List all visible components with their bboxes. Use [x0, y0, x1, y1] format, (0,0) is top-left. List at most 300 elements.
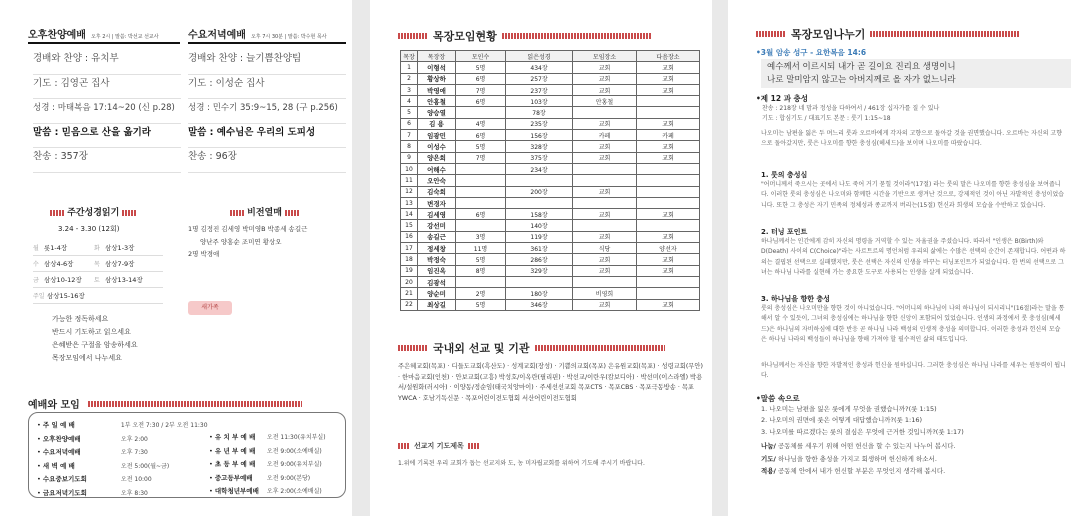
prayer-body: 1.위에 기록된 우리 교회가 돕는 선교지와 도, 농 미자립교회를 위하여 기도해 주시기 바랍니다.	[398, 460, 645, 467]
table-cell: 140장	[506, 220, 573, 231]
table-cell: 5명	[456, 254, 506, 265]
table-cell: 5명	[456, 141, 506, 152]
table-cell: 교회	[637, 265, 700, 276]
table-cell	[573, 163, 637, 174]
schedule-time: 오후 7:30	[120, 449, 148, 456]
afternoon-service-subtitle: 오후 2시 | 말씀: 박선교 선교사	[90, 34, 159, 40]
sharing-actions	[761, 440, 956, 478]
point-1-title: 1. 룻의 충성심	[761, 171, 808, 179]
day-label: 월	[33, 245, 39, 252]
table-cell: 양승열	[418, 107, 456, 118]
worship-header	[28, 396, 302, 411]
table-cell: 19	[401, 265, 418, 276]
point-2-body: 하나님께서는 인간에게 감히 자신의 명령을 거역할 수 있는 자율권을 주셨습니다. 따라서 "인생은 B(Birth)와 D(Death) 사이의 C(Choice)"라는 사르트르의 명언처럼 우리의 삶에는 수많은 선택의 순간이 존재합니다. 어떤과 하의는 결핍된 선택으로 실패했지만, 룻은 선택은 자신의 인생을 바꾸는 터닝포인트가 되었습니다. 한 번의 선택으로 그녀는 하나님 나라를 실현해 가는 중요한 도구로 사용되는 인생을 살게 되었습니다.	[761, 238, 1066, 276]
table-row	[401, 186, 700, 197]
table-cell	[637, 96, 700, 107]
service-line: 경배와 찬양 : 늘기쁨찬양팀	[188, 50, 346, 75]
reading-row	[33, 240, 163, 256]
table-cell: 9	[401, 152, 418, 163]
application-questions	[761, 404, 964, 438]
schedule-name: 주 일 예 배	[42, 421, 75, 429]
reading-range: 삼상4-6장	[44, 260, 74, 268]
reading-range: 삼상10-12장	[44, 276, 82, 284]
table-cell: 12	[401, 186, 418, 197]
action-item	[761, 453, 956, 466]
table-cell: 156장	[506, 130, 573, 141]
table-cell: 180장	[506, 288, 573, 299]
table-cell: 16	[401, 231, 418, 242]
table-row	[401, 243, 700, 254]
table-cell: 교회	[573, 299, 637, 310]
schedule-time: 오전 9:00(본당)	[266, 474, 311, 482]
table-row	[401, 62, 700, 73]
table-cell: 교회	[573, 73, 637, 84]
decor-hatch	[535, 345, 665, 351]
schedule-time: 1부 오전 7:30 / 2부 오전 11:30	[120, 422, 208, 429]
worship-right-column	[209, 431, 326, 499]
action-label: 적용/	[761, 467, 776, 476]
schedule-time: 오전 11:30(유치부실)	[266, 434, 326, 441]
decor-hatch	[285, 210, 299, 216]
reading-title-row	[50, 205, 136, 218]
table-cell: 이형석	[418, 62, 456, 73]
note-line: 반드시 기도하고 읽으세요	[52, 328, 131, 336]
schedule-name: 수요저녁예배	[42, 448, 81, 456]
table-cell: 양순미	[418, 288, 456, 299]
lesson-sub-line: 기도 : 합심기도 / 대표기도 본문 : 룻기 1:15~18	[762, 115, 891, 122]
table-cell: 237장	[506, 84, 573, 95]
table-cell: 김 용	[418, 118, 456, 129]
table-cell: 최상길	[418, 299, 456, 310]
service-line: 기도 : 이성순 집사	[188, 75, 346, 100]
question-item: 3. 나오미를 따르겠다는 룻의 결심은 무엇에 근거한 것입니까?(룻 1:17)	[761, 427, 964, 436]
vision-line: 2명 박경애	[188, 250, 220, 258]
table-cell: 8명	[456, 265, 506, 276]
table-cell: 5명	[456, 62, 506, 73]
reading-range: 롯1-4장	[44, 244, 68, 252]
table-row	[401, 141, 700, 152]
prayer-title-row	[398, 441, 480, 451]
table-row	[401, 118, 700, 129]
table-cell: 교회	[637, 62, 700, 73]
schedule-name: 새 벽 예 배	[42, 461, 75, 470]
missions-title-row	[398, 340, 665, 356]
service-line	[33, 124, 181, 149]
reading-range: 삼상15-16장	[47, 292, 85, 300]
decor-hatch	[468, 443, 480, 449]
table-cell: 교회	[573, 62, 637, 73]
table-cell: 11명	[456, 243, 506, 254]
reading-range: 삼상7-9장	[105, 260, 135, 268]
reading-range: 삼상13-14장	[105, 276, 143, 284]
decor-hatch	[230, 210, 244, 216]
table-cell: 20	[401, 276, 418, 287]
table-cell: 8	[401, 141, 418, 152]
table-cell: 21	[401, 288, 418, 299]
table-cell: 교회	[637, 141, 700, 152]
table-cell: 양은희	[418, 152, 456, 163]
panel-services	[0, 0, 352, 516]
sermon-title: 말씀 : 예수님은 우리의 도피성	[188, 126, 316, 138]
schedule-name: 유 치 부 예 배	[214, 433, 256, 441]
table-cell	[573, 107, 637, 118]
table-cell: 교회	[637, 299, 700, 310]
table-cell: 양선자	[637, 243, 700, 254]
table-cell: 김광석	[418, 276, 456, 287]
mokjang-table	[400, 50, 700, 311]
verse-line: 예수께서 이르시되 내가 곧 길이요 진리요 생명이니	[767, 62, 956, 72]
table-cell: 346장	[506, 299, 573, 310]
table-cell	[637, 197, 700, 208]
schedule-item: • 주 일 예 배 1부 오전 7:30 / 2부 오전 11:30	[37, 419, 208, 433]
table-row	[401, 231, 700, 242]
verse-line: 나로 말미암지 않고는 아버지께로 올 자가 없느니라	[767, 74, 956, 85]
table-cell: 286장	[506, 254, 573, 265]
table-row	[401, 288, 700, 299]
day-label: 화	[94, 245, 100, 252]
table-cell: 4	[401, 96, 418, 107]
closing-paragraph: 하나님께서는 자신을 향한 자발적인 충성과 헌신을 원하십니다. 그러한 충성심은 하나님 나라를 세우는 원동력이 됩니다.	[761, 362, 1066, 380]
point-1-body: "어머니께서 죽으시는 곳에서 나도 죽어 거기 묻힐 것이라"(17절) 라는 룻의 말은 나오미를 향한 충성심을 보여줍니다. 이러한 룻의 충성심은 나오미와 함께한 시간을 기반으로 생겨난 것으로, 강제적인 것이 아닌 자발적인 충성이었습니다. 또한 그 충성은 자기 민족의 정체성과 종교까지 버리는(15절) 헌신과 희생의 모습을 수반하고 있습니다.	[761, 181, 1064, 209]
afternoon-service-header	[28, 26, 180, 44]
table-cell	[637, 186, 700, 197]
column-header: 모임장소	[573, 51, 637, 62]
table-cell: 11	[401, 175, 418, 186]
vision-line: 양난주 양홍순 조미연 황상오	[200, 237, 282, 246]
day-label: 주일	[33, 293, 45, 300]
table-cell	[506, 175, 573, 186]
schedule-time: 오전 5:00(월~금)	[120, 462, 170, 470]
table-cell: 송길근	[418, 231, 456, 242]
schedule-item: • 초 등 부 예 배 오전 9:00(유치부실)	[209, 458, 326, 472]
service-line: 기도 : 김영곤 집사	[33, 75, 181, 100]
table-cell: 13	[401, 197, 418, 208]
table-cell	[637, 163, 700, 174]
question-item: 2. 나오미의 권면에 룻은 어떻게 대답했습니까?(룻 1:16)	[761, 416, 923, 425]
table-row	[401, 175, 700, 186]
service-line: 성경 : 민수기 35:9~15, 28 (구 p.256)	[188, 99, 346, 124]
reading-title: 주간성경읽기	[67, 208, 120, 218]
table-cell: 박영애	[418, 84, 456, 95]
table-cell: 어해수	[418, 163, 456, 174]
table-cell	[637, 220, 700, 231]
table-cell	[456, 175, 506, 186]
table-cell: 교회	[637, 73, 700, 84]
table-cell: 교회	[573, 118, 637, 129]
table-cell: 식당	[573, 243, 637, 254]
table-cell: 정세창	[418, 243, 456, 254]
table-cell: 비영희	[573, 288, 637, 299]
table-cell: 375장	[506, 152, 573, 163]
action-label: 나눔/	[761, 442, 776, 450]
reading-date: 3.24 - 3.30 (12회)	[58, 225, 120, 233]
table-cell: 22	[401, 299, 418, 310]
decor-hatch	[398, 345, 428, 351]
table-cell: 3명	[456, 231, 506, 242]
table-cell: 119장	[506, 231, 573, 242]
table-cell: 10	[401, 163, 418, 174]
table-cell: 5명	[456, 299, 506, 310]
point-3-body: 룻의 충성심은 나오미만을 향한 것이 아니었습니다. "어머니의 하나님이 나의 하나님이 되시리니"(16절)라는 말을 통해서 알 수 있듯이, 그녀의 충성심에는 하나님을 향한 신앙이 포함되어 있었습니다. 인생의 과정에서 룻 충성심(헤세드)은 하나님의 자비하심에 대한 반응 곧 하나님 나라 백성의 인생적 충성을 의미합니다. 이러한 충성과 헌신의 모습은 하나님 나라의 백성들이 하나님을 향해 가져야 할 필수적인 삶의 태도입니다.	[761, 305, 1065, 343]
table-cell: 158장	[506, 209, 573, 220]
schedule-name: 중고등부예배	[214, 473, 253, 482]
table-cell: 7명	[456, 152, 506, 163]
day-label: 목	[94, 261, 100, 268]
memory-verse-box	[761, 59, 1071, 88]
table-cell: 교회	[637, 209, 700, 220]
column-header: 모인수	[456, 51, 506, 62]
new-family-badge: 새가족	[188, 301, 232, 315]
table-cell: 교회	[573, 152, 637, 163]
decor-hatch	[398, 443, 410, 449]
action-item	[761, 465, 956, 478]
vision-title: 비전열매	[247, 208, 282, 218]
table-cell: 3	[401, 84, 418, 95]
table-cell: 15	[401, 220, 418, 231]
table-row	[401, 197, 700, 208]
table-cell: 안홍철	[418, 96, 456, 107]
schedule-time: 오후 8:30	[120, 489, 148, 497]
table-cell: 안홍철	[573, 96, 637, 107]
day-label: 금	[33, 277, 39, 284]
table-cell: 2	[401, 73, 418, 84]
table-row	[401, 254, 700, 265]
table-cell: 강선미	[418, 220, 456, 231]
sharing-title-row	[756, 26, 1020, 42]
worship-title: 예배와 모임	[28, 400, 80, 411]
decor-hatch	[88, 401, 302, 407]
table-cell: 임진옥	[418, 265, 456, 276]
schedule-item: • 금요저녁기도회 오후 8:30	[37, 487, 208, 501]
table-cell: 235장	[506, 118, 573, 129]
table-cell: 14	[401, 209, 418, 220]
schedule-item: • 유 치 부 예 배 오전 11:30(유치부실)	[209, 431, 326, 445]
table-cell: 361장	[506, 243, 573, 254]
schedule-name: 오후찬양예배	[42, 434, 81, 443]
intro-paragraph: 나오미는 남편을 잃은 두 며느리 룻과 오르바에게 각자의 고향으로 돌아갈 것을 권면했습니다. 오르바는 자신의 고향으로 돌아갔지만, 룻은 나오미를 향한 충성심(헤세드)을 보이며 나오미를 따랐습니다.	[761, 130, 1063, 148]
table-cell	[456, 186, 506, 197]
table-cell: 교회	[573, 186, 637, 197]
schedule-name: 대학청년부예배	[214, 487, 259, 495]
reading-grid	[33, 240, 163, 304]
table-cell: 2명	[456, 288, 506, 299]
schedule-item: • 오후찬양예배 오후 2:00	[37, 433, 208, 447]
service-line: 찬송 : 96장	[188, 148, 346, 173]
table-cell	[573, 175, 637, 186]
table-cell: 7명	[456, 84, 506, 95]
wednesday-service-subtitle: 오후 7시 30분 | 말씀: 박수현 목사	[250, 34, 327, 40]
mokjang-title-row	[398, 28, 652, 44]
table-row	[401, 84, 700, 95]
table-cell	[637, 276, 700, 287]
table-cell: 18	[401, 254, 418, 265]
table-cell	[456, 197, 506, 208]
table-cell: 234장	[506, 163, 573, 174]
reading-row	[33, 288, 163, 304]
table-cell	[456, 220, 506, 231]
table-cell	[637, 175, 700, 186]
sermon-title: 말씀 : 믿음으로 산을 옮기라	[33, 126, 151, 138]
table-cell: 교회	[637, 84, 700, 95]
table-cell: 교회	[573, 84, 637, 95]
point-2-title: 2. 터닝 포인트	[761, 228, 808, 236]
table-cell: 변경자	[418, 197, 456, 208]
table-cell: 교회	[637, 118, 700, 129]
worship-schedule-box	[28, 412, 346, 498]
schedule-item: • 수요중보기도회 오전 10:00	[37, 473, 208, 487]
lesson-title: •제 12 과 충성	[756, 94, 809, 103]
table-cell: 카페	[637, 130, 700, 141]
table-cell: 6명	[456, 209, 506, 220]
table-cell: 329장	[506, 265, 573, 276]
table-cell	[506, 197, 573, 208]
note-line: 가능한 정독하세요	[52, 315, 109, 323]
schedule-time: 오전 10:00	[120, 476, 152, 483]
table-cell: 교회	[637, 231, 700, 242]
table-row	[401, 209, 700, 220]
lesson-sub	[762, 104, 939, 124]
reading-row	[33, 256, 163, 272]
table-cell: 교회	[637, 254, 700, 265]
table-cell: 7	[401, 130, 418, 141]
action-item	[761, 440, 956, 453]
column-header: 읽은성경	[506, 51, 573, 62]
decor-hatch	[50, 210, 64, 216]
decor-hatch	[398, 33, 428, 39]
table-cell: 교회	[573, 141, 637, 152]
schedule-name: 수요중보기도회	[42, 475, 87, 483]
service-line	[188, 124, 346, 149]
wednesday-service-header	[188, 26, 346, 44]
missions-title: 국내외 선교 및 기관	[433, 342, 530, 355]
column-header: 목장	[401, 51, 418, 62]
table-cell: 황상하	[418, 73, 456, 84]
note-line: 은혜받은 구절을 암송하세요	[52, 341, 138, 349]
schedule-item: • 수요저녁예배 오후 7:30	[37, 446, 208, 460]
table-cell: 200장	[506, 186, 573, 197]
schedule-item: • 중고등부예배 오전 9:00(본당)	[209, 472, 326, 486]
table-row	[401, 73, 700, 84]
table-row	[401, 107, 700, 118]
worship-left-column	[37, 419, 208, 500]
column-header: 목장장	[418, 51, 456, 62]
table-cell	[506, 276, 573, 287]
sharing-title: 목장모임나누기	[791, 28, 866, 41]
table-cell: 6명	[456, 130, 506, 141]
panel-mokjang	[370, 0, 712, 516]
afternoon-service-title: 오후찬양예배	[28, 30, 86, 41]
day-label: 수	[33, 261, 39, 268]
schedule-time: 오후 2:00	[120, 435, 148, 443]
table-header-row	[401, 51, 700, 62]
decor-hatch	[756, 31, 786, 37]
table-cell: 교회	[573, 265, 637, 276]
note-line: 목장모임에서 나누세요	[52, 354, 122, 362]
table-cell: 4명	[456, 118, 506, 129]
service-line: 성경 : 마태복음 17:14~20 (신 p.28)	[33, 99, 181, 124]
action-text: 공동체를 세우기 위해 어떤 헌신을 할 수 있는지 나누어 봅시다.	[775, 442, 956, 450]
decor-hatch	[870, 31, 1020, 37]
table-cell: 김세영	[418, 209, 456, 220]
vision-title-row	[230, 205, 299, 218]
table-cell: 오안숙	[418, 175, 456, 186]
action-label: 기도/	[761, 454, 776, 463]
table-row	[401, 276, 700, 287]
table-cell: 6	[401, 118, 418, 129]
table-cell	[456, 276, 506, 287]
application-title: •말씀 속으로	[756, 394, 800, 403]
column-header: 다음장소	[637, 51, 700, 62]
reading-row	[33, 272, 163, 288]
lesson-sub-line: 찬송 : 218장 네 맘과 정성을 다하여서 / 461장 십자가를 질 수 있나	[762, 105, 940, 112]
schedule-name: 초 등 부 예 배	[214, 460, 256, 468]
mokjang-title: 목장모임현황	[433, 30, 497, 43]
table-cell	[456, 107, 506, 118]
table-cell: 교회	[573, 209, 637, 220]
table-row	[401, 299, 700, 310]
table-cell: 17	[401, 243, 418, 254]
table-row	[401, 265, 700, 276]
table-cell: 5	[401, 107, 418, 118]
table-cell: 이성수	[418, 141, 456, 152]
table-cell	[573, 197, 637, 208]
service-line: 경배와 찬양 : 유치부	[33, 50, 181, 75]
table-cell	[637, 288, 700, 299]
schedule-name: 금요저녁기도회	[42, 488, 87, 497]
vision-line: 1명 김정진 김세영 박미영B 박종세 송길근	[188, 225, 308, 233]
action-text: 공동체 안에서 내가 헌신할 부분은 무엇인지 생각해 봅시다.	[775, 467, 946, 476]
schedule-time: 오후 2:00(소예배실)	[266, 488, 322, 495]
table-row	[401, 220, 700, 231]
table-cell: 임광민	[418, 130, 456, 141]
prayer-title: 선교지 기도제목	[414, 442, 464, 450]
memory-verse-label: •3월 암송 성구 - 요한복음 14:6	[756, 48, 867, 57]
table-cell: 카페	[573, 130, 637, 141]
table-cell: 6명	[456, 73, 506, 84]
panel-sharing	[728, 0, 1091, 516]
table-cell: 1	[401, 62, 418, 73]
table-cell: 교회	[573, 231, 637, 242]
schedule-name: 유 년 부 예 배	[214, 446, 256, 455]
table-cell	[637, 107, 700, 118]
table-cell: 434장	[506, 62, 573, 73]
table-cell: 김숙희	[418, 186, 456, 197]
table-cell	[573, 276, 637, 287]
wednesday-service-title: 수요저녁예배	[188, 30, 246, 41]
table-cell: 교회	[573, 254, 637, 265]
table-cell: 257장	[506, 73, 573, 84]
action-text: 하나님을 향한 충성을 가지고 회생하며 헌신하게 하소서.	[775, 454, 937, 463]
decor-hatch	[502, 33, 652, 39]
table-cell: 교회	[637, 152, 700, 163]
table-cell: 78장	[506, 107, 573, 118]
table-cell	[573, 220, 637, 231]
table-row	[401, 163, 700, 174]
schedule-item: • 새 벽 예 배 오전 5:00(월~금)	[37, 460, 208, 474]
table-cell	[456, 163, 506, 174]
service-line: 찬송 : 357장	[33, 148, 181, 173]
reading-note	[52, 313, 138, 365]
table-cell: 328장	[506, 141, 573, 152]
table-row	[401, 130, 700, 141]
question-item: 1. 나오미는 남편을 잃은 룻에게 무엇을 권했습니까?(룻 1:15)	[761, 405, 937, 413]
schedule-time: 오전 9:00(유치부실)	[266, 461, 322, 468]
vision-list	[188, 223, 307, 261]
table-row	[401, 152, 700, 163]
day-label: 토	[94, 277, 100, 284]
table-cell: 6명	[456, 96, 506, 107]
reading-range: 삼상1-3장	[105, 244, 135, 252]
